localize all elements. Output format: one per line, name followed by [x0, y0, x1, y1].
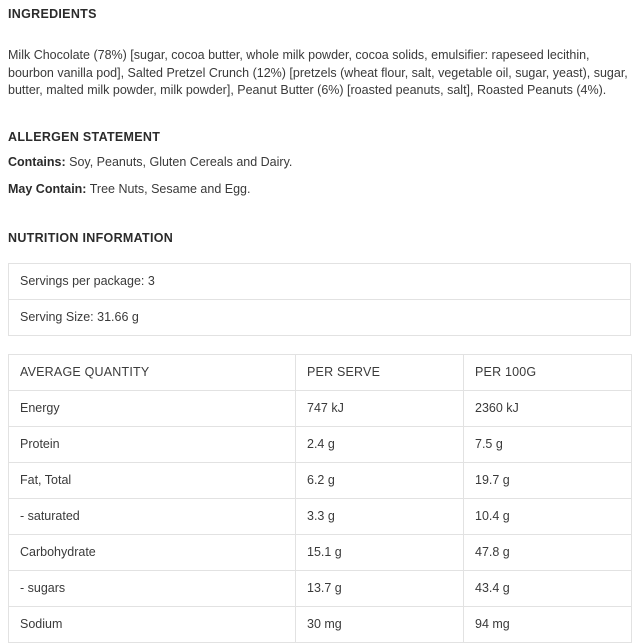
- table-row: [9, 462, 632, 498]
- nutrient-per-serve: 2.4 g: [296, 426, 464, 462]
- nutrient-per-serve: 6.2 g: [296, 462, 464, 498]
- ingredients-heading: INGREDIENTS: [8, 7, 97, 21]
- nutrition-information-heading: NUTRITION INFORMATION: [8, 230, 174, 245]
- table-row: [9, 498, 632, 534]
- nutrient-per-serve: 747 kJ: [296, 390, 464, 426]
- table-row: [9, 263, 631, 299]
- table-row: [9, 570, 632, 606]
- nutrient-per-100g: 47.8 g: [464, 534, 632, 570]
- nutrient-per-serve: 3.3 g: [296, 498, 464, 534]
- allergen-may-contain-value: Tree Nuts, Sesame and Egg.: [86, 181, 251, 196]
- servings-per-package-cell: Servings per package: 3: [9, 263, 631, 299]
- allergen-contains-value: Soy, Peanuts, Gluten Cereals and Dairy.: [65, 154, 293, 169]
- column-header-per-serve: PER SERVE: [296, 354, 464, 390]
- nutrient-name: Carbohydrate: [9, 534, 296, 570]
- nutrient-name: Sodium: [9, 606, 296, 642]
- nutrient-name: - saturated: [9, 498, 296, 534]
- table-header-row: [9, 354, 632, 390]
- allergen-may-contain-line: [8, 171, 631, 198]
- column-header-per-100g: PER 100G: [464, 354, 632, 390]
- nutrient-per-100g: 43.4 g: [464, 570, 632, 606]
- nutrient-name: Energy: [9, 390, 296, 426]
- allergen-may-contain-label: May Contain:: [8, 181, 87, 196]
- nutrient-per-serve: 13.7 g: [296, 570, 464, 606]
- table-row: [9, 426, 632, 462]
- nutrient-per-100g: 7.5 g: [464, 426, 632, 462]
- servings-table: [8, 263, 631, 336]
- serving-size-cell: Serving Size: 31.66 g: [9, 299, 631, 335]
- nutrient-name: - sugars: [9, 570, 296, 606]
- nutrient-per-100g: 94 mg: [464, 606, 632, 642]
- column-header-average-quantity: AVERAGE QUANTITY: [9, 354, 296, 390]
- table-row: [9, 606, 632, 642]
- table-row: [9, 534, 632, 570]
- ingredients-text: Milk Chocolate (78%) [sugar, cocoa butter, whole milk powder, cocoa solids, emulsifier: rapeseed lecithin, bourbon vanilla pod], Salted Pretzel Crunch (12%) [pretzels (wheat flour, salt, vegetable oil, sugar, yeast), sugar, butter, malted milk powder, milk powder], Peanut Butter (6%) [roasted peanuts, salt], Roasted Peanuts (4%).: [8, 48, 628, 97]
- nutrient-name: Protein: [9, 426, 296, 462]
- allergen-statement-heading: ALLERGEN STATEMENT: [8, 129, 161, 144]
- allergen-contains-line: [8, 144, 631, 171]
- nutrition-values-table: [8, 354, 632, 643]
- table-row: [9, 390, 632, 426]
- nutrient-per-serve: 30 mg: [296, 606, 464, 642]
- allergen-contains-label: Contains:: [8, 154, 66, 169]
- nutrient-per-100g: 19.7 g: [464, 462, 632, 498]
- nutrient-per-100g: 2360 kJ: [464, 390, 632, 426]
- nutrient-per-100g: 10.4 g: [464, 498, 632, 534]
- nutrient-name: Fat, Total: [9, 462, 296, 498]
- nutrient-per-serve: 15.1 g: [296, 534, 464, 570]
- table-row: [9, 299, 631, 335]
